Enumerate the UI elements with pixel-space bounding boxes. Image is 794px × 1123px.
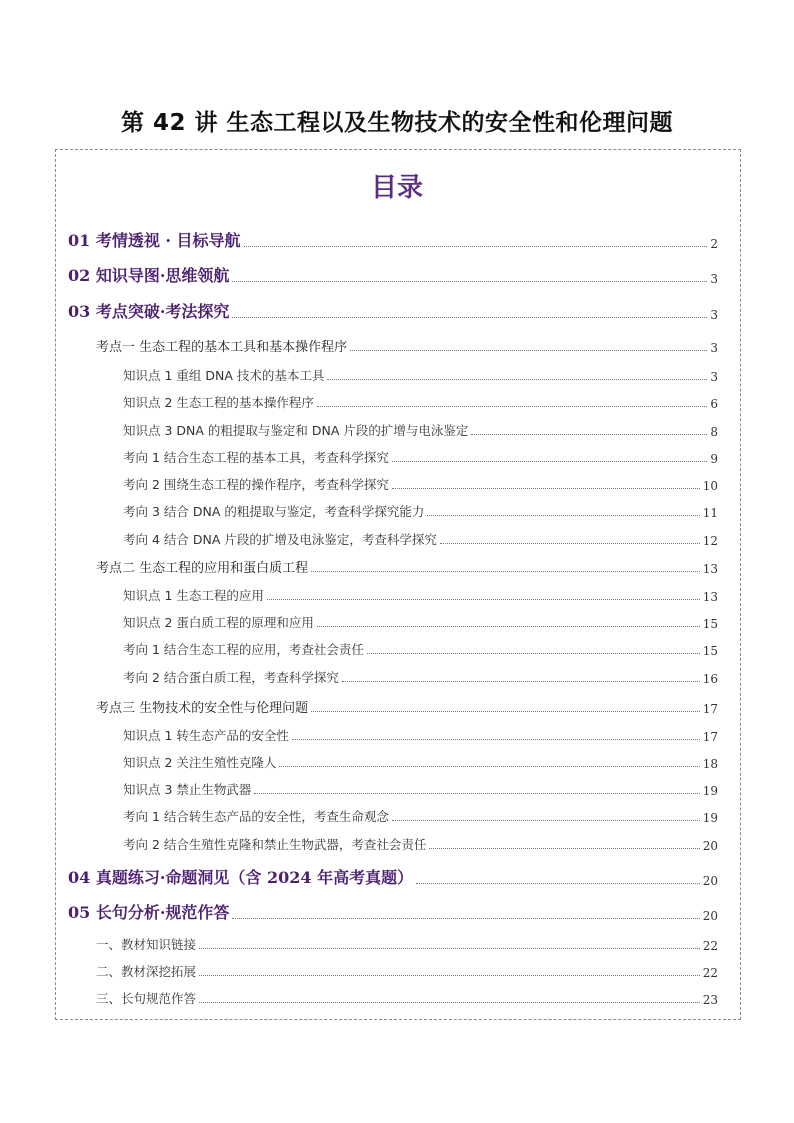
dot-leader [440,542,700,544]
toc-entry-label: 考向 3 结合 DNA 的粗提取与鉴定，考查科学探究能力 [123,504,425,519]
toc-entry-label: 二、教材深挖拓展 [96,964,197,979]
toc-page-number: 19 [702,784,718,798]
toc-entry-label: 知识点 1 生态工程的应用 [123,588,264,603]
toc-entry-04[interactable] [68,865,718,888]
toc-entry-item[interactable] [123,393,718,411]
toc-entry-label: 知识点 3 禁止生物武器 [123,782,252,797]
toc-entry-item[interactable] [123,366,718,384]
toc-entry-label: 考向 4 结合 DNA 片段的扩增及电泳鉴定，考查科学探究 [123,532,437,547]
toc-page-number: 20 [702,874,718,888]
toc-entry-label: 知识点 2 蛋白质工程的原理和应用 [123,615,314,630]
toc-page-number: 3 [710,370,718,384]
toc-page-number: 8 [710,425,718,439]
toc-entry-item[interactable] [123,640,718,658]
dot-leader [254,792,699,794]
dot-leader [392,460,707,462]
toc-entry-label: 知识点 2 生态工程的基本操作程序 [123,395,314,410]
toc-entry-item[interactable] [123,835,718,853]
toc-page-number: 3 [710,341,718,355]
toc-entry-label: 考向 1 结合生态工程的应用，考查社会责任 [123,642,364,657]
toc-page-number: 18 [702,757,718,771]
dot-leader [392,487,700,489]
toc-page-number: 22 [702,939,718,953]
dot-leader [232,280,707,282]
toc-page-number: 19 [702,811,718,825]
toc-page-number: 6 [710,397,718,411]
toc-entry-03[interactable] [68,299,718,322]
toc-entry-kaodian-3[interactable] [96,697,718,716]
toc-entry-item[interactable] [96,962,718,980]
toc-entry-item[interactable] [123,502,718,520]
toc-page-number: 3 [710,272,718,286]
toc-entry-item[interactable] [123,726,718,744]
toc-entry-label: 02 知识导图·思维领航 [68,266,230,285]
dot-leader [342,680,700,682]
toc-entry-item[interactable] [123,448,718,466]
toc-page-number: 20 [702,839,718,853]
dot-leader [232,917,699,919]
toc-page-number: 22 [702,966,718,980]
toc-entry-label: 考向 2 结合生殖性克隆和禁止生物武器，考查社会责任 [123,837,427,852]
dot-leader [244,245,708,247]
toc-entry-item[interactable] [123,475,718,493]
dot-leader [327,378,707,380]
dot-leader [267,598,700,600]
toc-entry-item[interactable] [123,421,718,439]
dot-leader [429,847,699,849]
toc-entry-item[interactable] [123,530,718,548]
dot-leader [232,316,707,318]
toc-entry-item[interactable] [96,935,718,953]
toc-page-number: 15 [702,617,718,631]
dot-leader [311,710,700,712]
dot-leader [416,882,700,884]
toc-page-number: 13 [702,590,718,604]
dot-leader [392,819,700,821]
toc-page-number: 2 [710,237,718,251]
toc-entry-label: 知识点 3 DNA 的粗提取与鉴定和 DNA 片段的扩增与电泳鉴定 [123,423,469,438]
toc-entry-label: 考点二 生态工程的应用和蛋白质工程 [96,561,309,576]
toc-page-number: 16 [702,672,718,686]
toc-page-number: 9 [710,452,718,466]
toc-page-number: 20 [702,909,718,923]
toc-entry-label: 一、教材知识链接 [96,937,197,952]
toc-entry-label: 04 真题练习·命题洞见（含 2024 年高考真题） [68,868,414,887]
toc-entry-01[interactable] [68,228,718,251]
toc-page-number: 12 [702,534,718,548]
toc-entry-label: 考向 2 结合蛋白质工程，考查科学探究 [123,670,339,685]
toc-entry-label: 知识点 2 关注生殖性克隆人 [123,755,277,770]
dot-leader [471,433,707,435]
toc-entry-label: 知识点 1 转生态产品的安全性 [123,728,289,743]
dot-leader [350,349,707,351]
toc-page-number: 11 [702,506,718,520]
dot-leader [279,765,699,767]
toc-entry-label: 考向 2 围绕生态工程的操作程序，考查科学探究 [123,477,389,492]
toc-entry-label: 考点一 生态工程的基本工具和基本操作程序 [96,340,348,355]
toc-entry-label: 三、长句规范作答 [96,991,197,1006]
toc-entry-item[interactable] [96,989,718,1007]
toc-entry-item[interactable] [123,780,718,798]
toc-entry-05[interactable] [68,900,718,923]
toc-entry-item[interactable] [123,807,718,825]
toc-entry-label: 考向 1 结合生态工程的基本工具，考查科学探究 [123,450,389,465]
toc-entry-label: 05 长句分析·规范作答 [68,903,230,922]
toc-page-number: 17 [702,730,718,744]
toc-entry-label: 考点三 生物技术的安全性与伦理问题 [96,701,309,716]
toc-entry-label: 03 考点突破·考法探究 [68,302,230,321]
dot-leader [311,570,700,572]
toc-entry-label: 知识点 1 重组 DNA 技术的基本工具 [123,368,325,383]
toc-entry-item[interactable] [123,668,718,686]
toc-entry-item[interactable] [123,613,718,631]
toc-entry-label: 01 考情透视 · 目标导航 [68,231,241,250]
dot-leader [317,625,700,627]
page-title: 第 42 讲 生态工程以及生物技术的安全性和伦理问题 [120,110,674,136]
dot-leader [199,974,700,976]
dot-leader [292,738,700,740]
toc-entry-kaodian-1[interactable] [96,336,718,355]
dot-leader [367,652,700,654]
toc-entry-label: 考向 1 结合转生态产品的安全性，考查生命观念 [123,809,389,824]
dot-leader [199,1001,700,1003]
toc-page-number: 17 [702,702,718,716]
toc-page-number: 23 [702,993,718,1007]
dot-leader [199,947,700,949]
dot-leader [317,405,707,407]
toc-entry-kaodian-2[interactable] [96,557,718,576]
toc-entry-02[interactable] [68,263,718,286]
toc-page-number: 3 [710,308,718,322]
toc-entry-item[interactable] [123,586,718,604]
toc-page-number: 10 [702,479,718,493]
toc-page-number: 13 [702,562,718,576]
toc-entry-item[interactable] [123,753,718,771]
toc-heading: 目录 [370,173,423,203]
toc-page-number: 15 [702,644,718,658]
dot-leader [427,514,699,516]
